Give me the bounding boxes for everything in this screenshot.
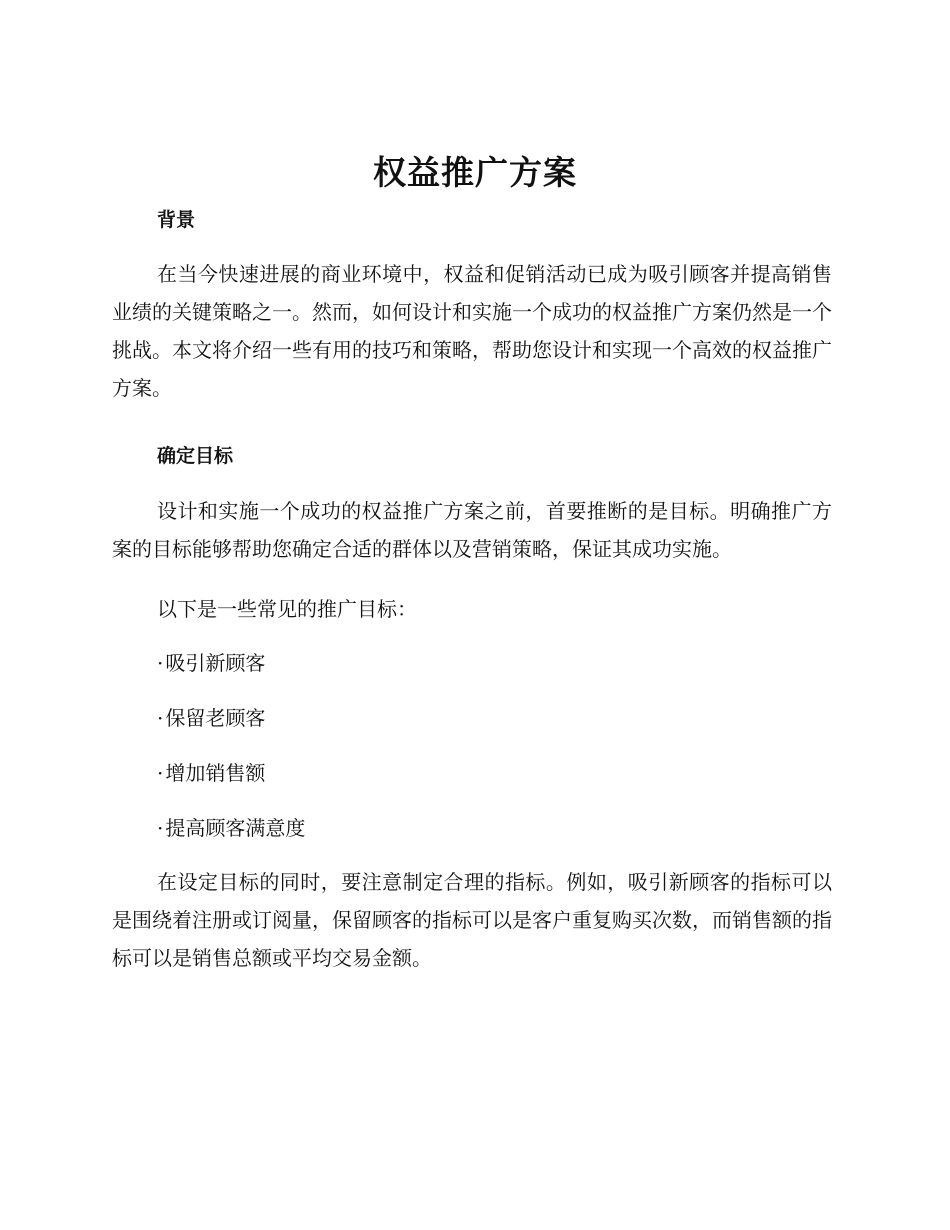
- list-item-text: 保留老顾客: [165, 706, 266, 730]
- list-item: [157, 648, 265, 678]
- list-item: [157, 703, 265, 733]
- goals-paragraph: 设计和实施一个成功的权益推广方案之前，首要推断的是目标。明确推广方案的目标能够帮助您确定合适的群体以及营销策略，保证其成功实施。: [112, 499, 832, 561]
- section-heading-background: 背景: [157, 209, 196, 231]
- bullet-dot: ·: [157, 761, 164, 785]
- bullet-dot: ·: [157, 816, 164, 840]
- bullet-dot: ·: [157, 706, 164, 730]
- list-item-text: 吸引新顾客: [165, 651, 266, 675]
- goals-closing-paragraph: 在设定目标的同时，要注意制定合理的指标。例如，吸引新顾客的指标可以是围绕着注册或订阅量，保留顾客的指标可以是客户重复购买次数，而销售额的指标可以是销售总额或平均交易金额。: [112, 870, 832, 970]
- goals-list-intro: 以下是一些常见的推广目标：: [157, 597, 417, 621]
- list-item: [157, 758, 265, 788]
- bullet-dot: ·: [157, 651, 164, 675]
- list-item-text: 增加销售额: [165, 761, 266, 785]
- list-item: [157, 813, 305, 843]
- background-paragraph: 在当今快速进展的商业环境中，权益和促销活动已成为吸引顾客并提高销售业绩的关键策略之一。然而，如何设计和实施一个成功的权益推广方案仍然是一个挑战。本文将介绍一些有用的技巧和策略，帮助您设计和实现一个高效的权益推广方案。: [112, 262, 832, 400]
- section-heading-goals: 确定目标: [157, 445, 234, 467]
- document-title: 权益推广方案: [373, 153, 577, 192]
- list-item-text: 提高顾客满意度: [165, 816, 306, 840]
